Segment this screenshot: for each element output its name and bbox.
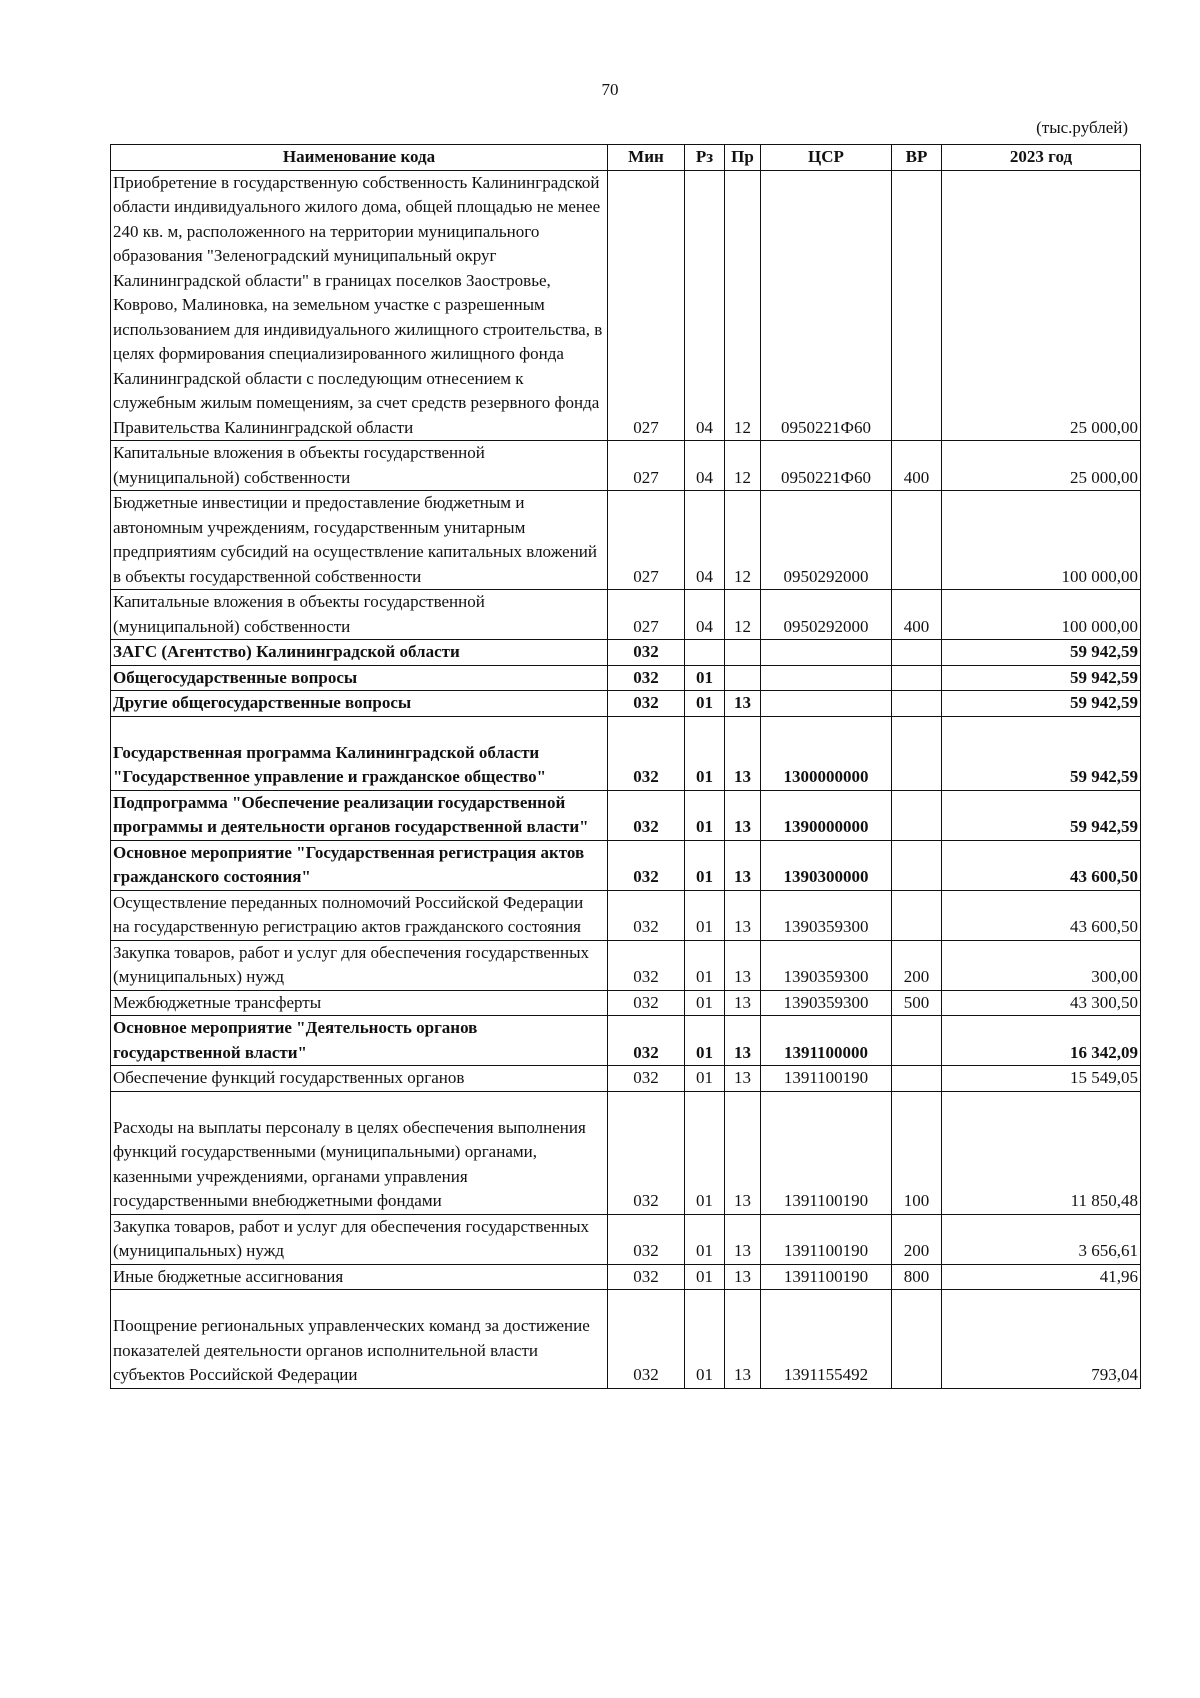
row-name: Государственная программа Калининградской области "Государственное управление и гражданское общество"	[111, 716, 608, 790]
row-min: 027	[608, 590, 685, 640]
row-name: Бюджетные инвестиции и предоставление бюджетным и автономным учреждениям, государственным унитарным предприятиям субсидий на осуществление капитальных вложений в объекты государственной собственности	[111, 491, 608, 590]
table-row	[111, 840, 1141, 890]
row-min: 027	[608, 491, 685, 590]
row-csr: 0950221Ф60	[761, 441, 892, 491]
table-row	[111, 890, 1141, 940]
row-vr	[892, 840, 942, 890]
row-csr	[761, 640, 892, 666]
row-pr: 13	[725, 790, 761, 840]
row-name: Закупка товаров, работ и услуг для обеспечения государственных (муниципальных) нужд	[111, 940, 608, 990]
row-amount: 793,04	[942, 1290, 1141, 1389]
page-number: 70	[601, 80, 619, 99]
row-amount: 16 342,09	[942, 1016, 1141, 1066]
row-pr: 13	[725, 1264, 761, 1290]
table-row	[111, 716, 1141, 790]
table-row	[111, 441, 1141, 491]
row-min: 032	[608, 1091, 685, 1214]
row-rz: 04	[685, 590, 725, 640]
table-row	[111, 590, 1141, 640]
row-vr	[892, 890, 942, 940]
header-min: Мин	[608, 145, 685, 171]
row-amount: 25 000,00	[942, 170, 1141, 441]
row-vr	[892, 665, 942, 691]
row-min: 032	[608, 890, 685, 940]
row-min: 027	[608, 441, 685, 491]
row-vr	[892, 716, 942, 790]
row-amount: 3 656,61	[942, 1214, 1141, 1264]
row-name: Осуществление переданных полномочий Российской Федерации на государственную регистрацию актов гражданского состояния	[111, 890, 608, 940]
row-min: 032	[608, 1016, 685, 1066]
header-pr: Пр	[725, 145, 761, 171]
row-vr: 100	[892, 1091, 942, 1214]
table-row	[111, 691, 1141, 717]
table-row	[111, 1091, 1141, 1214]
row-min: 032	[608, 940, 685, 990]
table-row	[111, 665, 1141, 691]
row-min: 027	[608, 170, 685, 441]
row-amount: 15 549,05	[942, 1066, 1141, 1092]
row-vr: 200	[892, 1214, 942, 1264]
row-pr: 13	[725, 1214, 761, 1264]
row-rz: 01	[685, 940, 725, 990]
row-amount: 59 942,59	[942, 665, 1141, 691]
row-csr: 1391155492	[761, 1290, 892, 1389]
row-rz: 01	[685, 1066, 725, 1092]
header-vr: ВР	[892, 145, 942, 171]
table-body	[111, 170, 1141, 1388]
row-csr: 1390300000	[761, 840, 892, 890]
table-row	[111, 170, 1141, 441]
row-vr	[892, 691, 942, 717]
row-amount: 300,00	[942, 940, 1141, 990]
table-row	[111, 1016, 1141, 1066]
row-pr: 13	[725, 1016, 761, 1066]
row-name: Другие общегосударственные вопросы	[111, 691, 608, 717]
row-name: Капитальные вложения в объекты государственной (муниципальной) собственности	[111, 441, 608, 491]
row-name: Обеспечение функций государственных органов	[111, 1066, 608, 1092]
row-pr: 12	[725, 441, 761, 491]
row-vr: 400	[892, 590, 942, 640]
row-rz: 04	[685, 441, 725, 491]
row-rz: 01	[685, 1214, 725, 1264]
row-csr: 1390359300	[761, 940, 892, 990]
row-rz: 01	[685, 1290, 725, 1389]
row-amount: 43 600,50	[942, 890, 1141, 940]
row-amount: 11 850,48	[942, 1091, 1141, 1214]
row-rz: 01	[685, 691, 725, 717]
row-vr	[892, 640, 942, 666]
row-rz: 01	[685, 1016, 725, 1066]
budget-table	[110, 144, 1141, 1389]
table-row	[111, 1290, 1141, 1389]
row-amount: 100 000,00	[942, 491, 1141, 590]
row-rz: 01	[685, 1091, 725, 1214]
table-row	[111, 491, 1141, 590]
row-rz: 01	[685, 665, 725, 691]
row-min: 032	[608, 1264, 685, 1290]
row-amount: 59 942,59	[942, 716, 1141, 790]
table-row	[111, 640, 1141, 666]
table-header-row	[111, 145, 1141, 171]
row-pr: 13	[725, 716, 761, 790]
table-row	[111, 990, 1141, 1016]
row-name: ЗАГС (Агентство) Калининградской области	[111, 640, 608, 666]
row-min: 032	[608, 790, 685, 840]
row-amount: 59 942,59	[942, 640, 1141, 666]
row-pr: 13	[725, 1290, 761, 1389]
units-label: (тыс.рублей)	[1036, 118, 1128, 137]
row-amount: 59 942,59	[942, 691, 1141, 717]
row-min: 032	[608, 1066, 685, 1092]
row-amount: 41,96	[942, 1264, 1141, 1290]
row-name: Основное мероприятие "Деятельность органов государственной власти"	[111, 1016, 608, 1066]
row-rz: 01	[685, 716, 725, 790]
row-pr: 13	[725, 1066, 761, 1092]
row-csr: 0950292000	[761, 590, 892, 640]
row-min: 032	[608, 1214, 685, 1264]
row-pr: 13	[725, 940, 761, 990]
row-name: Приобретение в государственную собственность Калининградской области индивидуального жилого дома, общей площадью не менее 240 кв. м, расположенного на территории муниципального образования "Зеленоградский муниципальный округ Калининградской области" в границах поселков Заостровье, Коврово, Малиновка, на земельном участке с разрешенным использованием для индивидуального жилищного строительства, в целях формирования специализированного жилищного фонда Калининградской области с последующим отнесением к служебным жилым помещениям, за счет средств резервного фонда Правительства Калининградской области	[111, 170, 608, 441]
table-row	[111, 1214, 1141, 1264]
row-csr: 1390359300	[761, 990, 892, 1016]
row-vr	[892, 491, 942, 590]
header-name: Наименование кода	[111, 145, 608, 171]
row-csr: 1391100190	[761, 1264, 892, 1290]
row-min: 032	[608, 840, 685, 890]
header-year: 2023 год	[942, 145, 1141, 171]
row-name: Общегосударственные вопросы	[111, 665, 608, 691]
row-vr	[892, 790, 942, 840]
row-csr: 1390000000	[761, 790, 892, 840]
row-amount: 59 942,59	[942, 790, 1141, 840]
header-csr: ЦСР	[761, 145, 892, 171]
row-min: 032	[608, 640, 685, 666]
row-rz: 01	[685, 890, 725, 940]
row-min: 032	[608, 691, 685, 717]
row-pr: 13	[725, 840, 761, 890]
row-vr: 400	[892, 441, 942, 491]
row-csr: 1390359300	[761, 890, 892, 940]
row-pr: 12	[725, 170, 761, 441]
row-amount: 43 600,50	[942, 840, 1141, 890]
row-vr	[892, 170, 942, 441]
row-name: Межбюджетные трансферты	[111, 990, 608, 1016]
row-name: Поощрение региональных управленческих команд за достижение показателей деятельности органов исполнительной власти субъектов Российской Федерации	[111, 1290, 608, 1389]
header-rz: Рз	[685, 145, 725, 171]
row-csr	[761, 665, 892, 691]
row-vr	[892, 1016, 942, 1066]
row-name: Основное мероприятие "Государственная регистрация актов гражданского состояния"	[111, 840, 608, 890]
row-vr: 200	[892, 940, 942, 990]
row-name: Капитальные вложения в объекты государственной (муниципальной) собственности	[111, 590, 608, 640]
table-row	[111, 790, 1141, 840]
row-csr: 1391100190	[761, 1214, 892, 1264]
row-pr: 13	[725, 691, 761, 717]
row-rz: 01	[685, 840, 725, 890]
table-row	[111, 940, 1141, 990]
row-vr	[892, 1290, 942, 1389]
row-pr: 13	[725, 990, 761, 1016]
row-rz	[685, 640, 725, 666]
row-amount: 100 000,00	[942, 590, 1141, 640]
row-min: 032	[608, 990, 685, 1016]
row-name: Подпрограмма "Обеспечение реализации государственной программы и деятельности органов государственной власти"	[111, 790, 608, 840]
row-rz: 01	[685, 1264, 725, 1290]
row-pr	[725, 640, 761, 666]
row-pr: 12	[725, 590, 761, 640]
row-csr: 1300000000	[761, 716, 892, 790]
row-csr: 1391100190	[761, 1066, 892, 1092]
row-name: Иные бюджетные ассигнования	[111, 1264, 608, 1290]
row-pr: 13	[725, 890, 761, 940]
row-vr	[892, 1066, 942, 1092]
row-rz: 04	[685, 491, 725, 590]
row-vr: 800	[892, 1264, 942, 1290]
row-rz: 01	[685, 790, 725, 840]
row-csr: 0950292000	[761, 491, 892, 590]
row-csr: 1391100000	[761, 1016, 892, 1066]
row-min: 032	[608, 1290, 685, 1389]
row-pr: 12	[725, 491, 761, 590]
row-csr: 0950221Ф60	[761, 170, 892, 441]
row-csr	[761, 691, 892, 717]
row-pr	[725, 665, 761, 691]
row-amount: 43 300,50	[942, 990, 1141, 1016]
row-min: 032	[608, 665, 685, 691]
row-rz: 04	[685, 170, 725, 441]
table-row	[111, 1066, 1141, 1092]
table-row	[111, 1264, 1141, 1290]
row-amount: 25 000,00	[942, 441, 1141, 491]
row-name: Закупка товаров, работ и услуг для обеспечения государственных (муниципальных) нужд	[111, 1214, 608, 1264]
row-csr: 1391100190	[761, 1091, 892, 1214]
row-pr: 13	[725, 1091, 761, 1214]
row-rz: 01	[685, 990, 725, 1016]
row-name: Расходы на выплаты персоналу в целях обеспечения выполнения функций государственными (муниципальными) органами, казенными учреждениями, органами управления государственными внебюджетными фондами	[111, 1091, 608, 1214]
row-vr: 500	[892, 990, 942, 1016]
row-min: 032	[608, 716, 685, 790]
